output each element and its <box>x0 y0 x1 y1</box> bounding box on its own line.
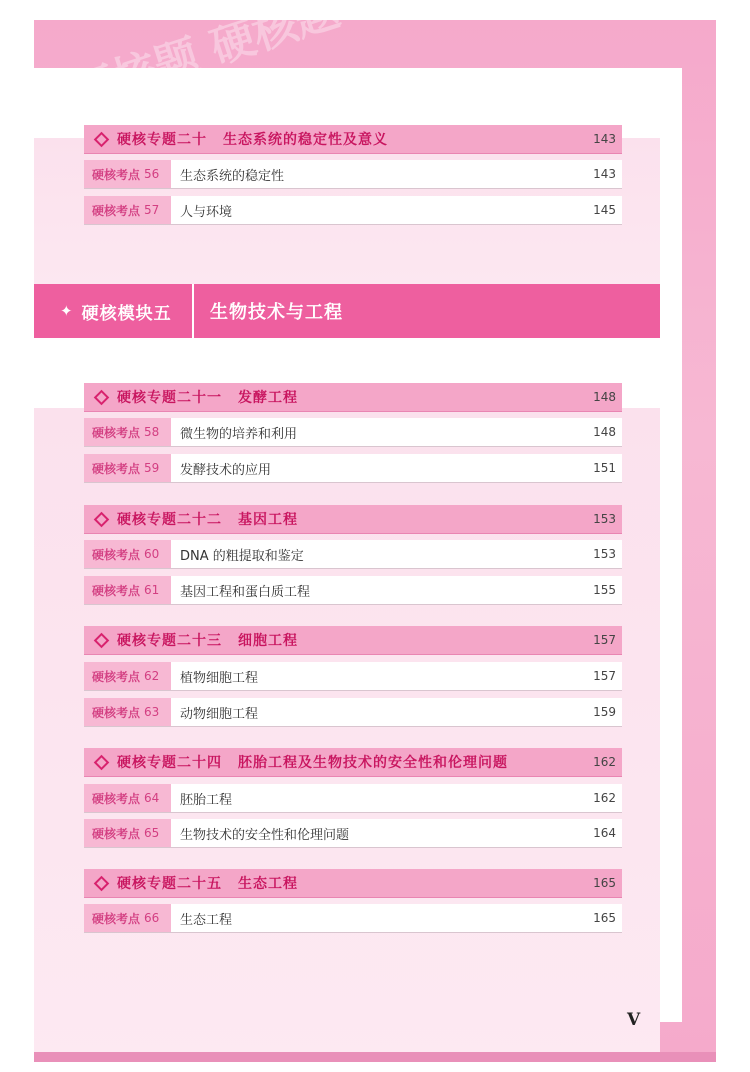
badge-label: 硬核考点 <box>92 167 141 182</box>
module-label-box <box>34 284 194 338</box>
badge-number: 62 <box>144 669 160 683</box>
badge-number: 63 <box>144 705 160 719</box>
page-number: 145 <box>593 203 616 217</box>
point-badge <box>84 418 172 446</box>
page-number: 148 <box>593 425 616 439</box>
module-title: 生物技术与工程 <box>210 302 343 323</box>
point-badge <box>84 576 172 604</box>
point-title: 发酵技术的应用 <box>180 462 272 478</box>
topic-label: 硬核专题二十五 <box>117 876 222 892</box>
badge-label: 硬核考点 <box>92 669 141 684</box>
badge-label: 硬核考点 <box>92 547 141 562</box>
point-title: 生态工程 <box>180 912 233 928</box>
point-row[interactable] <box>84 196 622 225</box>
badge-number: 61 <box>144 583 160 597</box>
badge-label: 硬核考点 <box>92 461 141 476</box>
page-number: 165 <box>593 911 616 925</box>
badge-label: 硬核考点 <box>92 425 141 440</box>
topic-title: 胚胎工程及生物技术的安全性和伦理问题 <box>238 755 508 771</box>
topic-title: 生态系统的稳定性及意义 <box>223 132 388 148</box>
point-title: 动物细胞工程 <box>180 706 259 722</box>
topic-label: 硬核专题二十二 <box>117 512 222 528</box>
page-number: 153 <box>593 547 616 561</box>
topic-title: 发酵工程 <box>238 390 298 406</box>
topic-title: 细胞工程 <box>238 633 298 649</box>
badge-number: 66 <box>144 911 160 925</box>
topic-row[interactable] <box>84 626 622 655</box>
topic-row[interactable] <box>84 748 622 777</box>
point-title: 生物技术的安全性和伦理问题 <box>180 827 350 843</box>
point-title: 基因工程和蛋白质工程 <box>180 584 311 600</box>
page-number: 143 <box>593 132 616 146</box>
badge-number: 56 <box>144 167 160 181</box>
badge-number: 65 <box>144 826 160 840</box>
badge-number: 59 <box>144 461 160 475</box>
badge-number: 64 <box>144 791 160 805</box>
badge-number: 58 <box>144 425 160 439</box>
point-row[interactable] <box>84 576 622 605</box>
diamond-icon <box>94 875 110 891</box>
badge-label: 硬核考点 <box>92 203 141 218</box>
badge-label: 硬核考点 <box>92 791 141 806</box>
point-row[interactable] <box>84 418 622 447</box>
badge-label: 硬核考点 <box>92 911 141 926</box>
sparkle-icon: ✦ <box>60 302 74 320</box>
diamond-icon <box>94 511 110 527</box>
point-title: 植物细胞工程 <box>180 670 259 686</box>
point-row[interactable] <box>84 454 622 483</box>
diamond-icon <box>94 389 110 405</box>
page-number: 143 <box>593 167 616 181</box>
point-title: 人与环境 <box>180 204 233 220</box>
page-number: 165 <box>593 876 616 890</box>
point-title: 生态系统的稳定性 <box>180 168 285 184</box>
badge-label: 硬核考点 <box>92 705 141 720</box>
point-badge <box>84 819 172 847</box>
page-marker: V <box>627 1010 641 1030</box>
topic-label: 硬核专题二十三 <box>117 633 222 649</box>
topic-label: 硬核专题二十四 <box>117 755 222 771</box>
point-row[interactable] <box>84 540 622 569</box>
point-badge <box>84 540 172 568</box>
page-number: 162 <box>593 791 616 805</box>
page-number: 157 <box>593 633 616 647</box>
module-label: 硬核模块五 <box>81 303 172 324</box>
page-number: 153 <box>593 512 616 526</box>
diamond-icon <box>94 754 110 770</box>
point-row[interactable] <box>84 698 622 727</box>
page-number: 159 <box>593 705 616 719</box>
point-title: 胚胎工程 <box>180 792 233 808</box>
point-row[interactable] <box>84 784 622 813</box>
page-number: 164 <box>593 826 616 840</box>
page-number: 155 <box>593 583 616 597</box>
point-row[interactable] <box>84 819 622 848</box>
topic-row[interactable] <box>84 125 622 154</box>
point-row[interactable] <box>84 160 622 189</box>
badge-number: 57 <box>144 203 160 217</box>
topic-label: 硬核专题二十 <box>117 132 207 148</box>
point-badge <box>84 196 172 224</box>
topic-label: 硬核专题二十一 <box>117 390 222 406</box>
topic-row[interactable] <box>84 383 622 412</box>
bottom-bar <box>34 1052 716 1062</box>
page-number: 157 <box>593 669 616 683</box>
badge-label: 硬核考点 <box>92 583 141 598</box>
topic-row[interactable] <box>84 505 622 534</box>
page-number: 162 <box>593 755 616 769</box>
point-badge <box>84 160 172 188</box>
module-header <box>34 284 660 338</box>
point-badge <box>84 662 172 690</box>
badge-label: 硬核考点 <box>92 826 141 841</box>
diamond-icon <box>94 632 110 648</box>
point-badge <box>84 904 172 932</box>
point-title: DNA 的粗提取和鉴定 <box>180 548 304 564</box>
page-number: 151 <box>593 461 616 475</box>
diamond-icon <box>94 131 110 147</box>
point-badge <box>84 698 172 726</box>
point-badge <box>84 784 172 812</box>
point-title: 微生物的培养和利用 <box>180 426 298 442</box>
topic-title: 生态工程 <box>238 876 298 892</box>
point-badge <box>84 454 172 482</box>
point-row[interactable] <box>84 662 622 691</box>
page-number: 148 <box>593 390 616 404</box>
point-row[interactable] <box>84 904 622 933</box>
topic-row[interactable] <box>84 869 622 898</box>
badge-number: 60 <box>144 547 160 561</box>
topic-title: 基因工程 <box>238 512 298 528</box>
